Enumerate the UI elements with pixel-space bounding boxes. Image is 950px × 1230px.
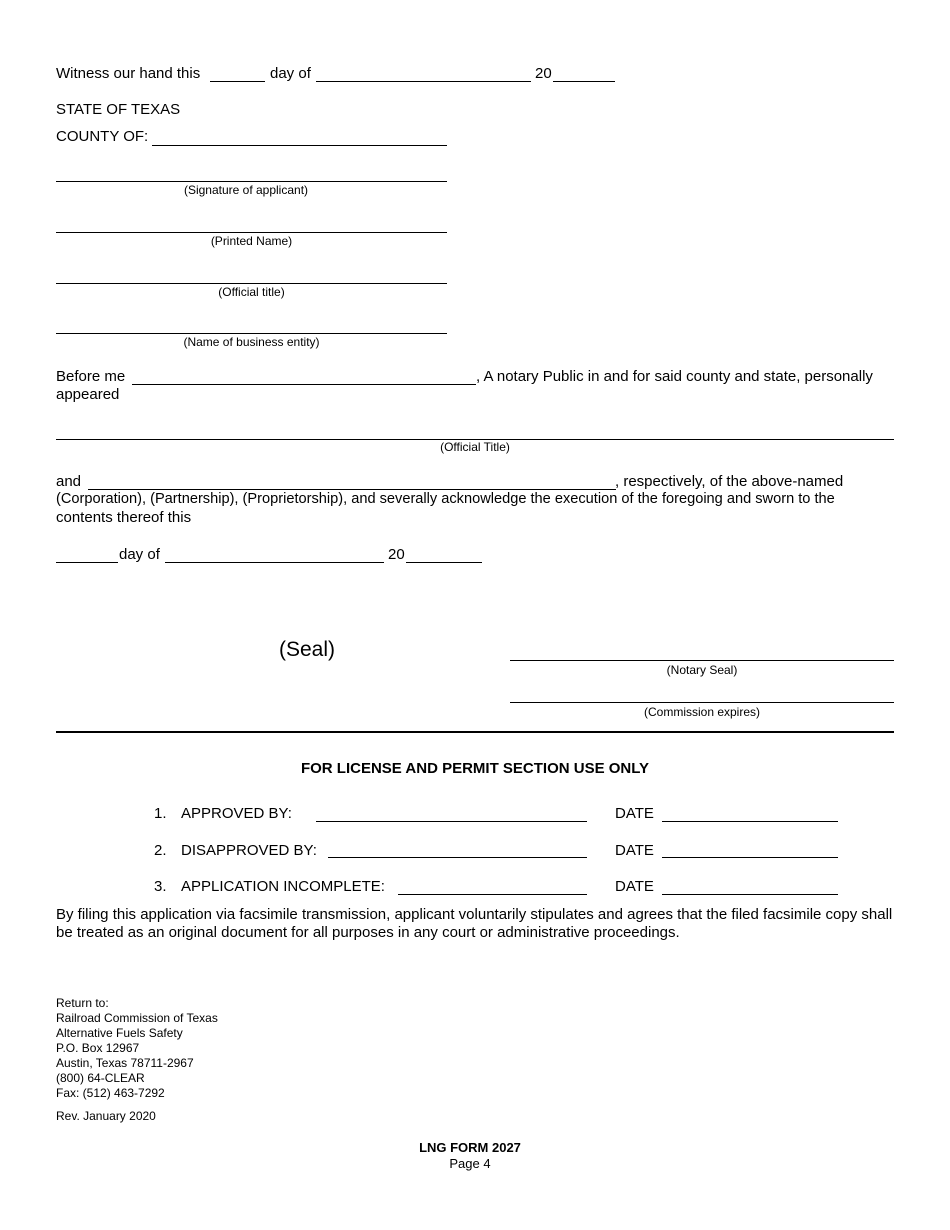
form-name: LNG FORM 2027 xyxy=(419,1140,521,1155)
witness-day-field[interactable] xyxy=(210,81,265,82)
notary-year-prefix: 20 xyxy=(388,546,405,563)
approved-by-field[interactable] xyxy=(316,821,587,822)
witness-month-field[interactable] xyxy=(316,81,531,82)
section-divider xyxy=(56,731,894,733)
printed-name-caption: (Printed Name) xyxy=(210,234,293,248)
page-number: Page 4 xyxy=(449,1156,491,1171)
printed-name-field[interactable] xyxy=(56,232,447,233)
seal-label: (Seal) xyxy=(279,638,336,661)
appeared-official-title-caption: (Official Title) xyxy=(440,440,510,454)
and-label: and xyxy=(56,473,82,490)
official-title-field[interactable] xyxy=(56,283,447,284)
disapproved-number: 2. xyxy=(154,842,167,859)
incomplete-label: APPLICATION INCOMPLETE: xyxy=(181,878,385,895)
approved-number: 1. xyxy=(154,805,167,822)
notary-seal-caption: (Notary Seal) xyxy=(666,663,738,677)
disapproved-by-field[interactable] xyxy=(328,857,587,858)
notary-day-of: day of xyxy=(119,546,160,563)
business-entity-caption: (Name of business entity) xyxy=(183,335,320,349)
revision-date: Rev. January 2020 xyxy=(56,1109,156,1123)
state-label: STATE OF TEXAS xyxy=(56,101,181,118)
commission-expires-field[interactable] xyxy=(510,702,894,703)
incomplete-number: 3. xyxy=(154,878,167,895)
return-fax: Fax: (512) 463-7292 xyxy=(56,1086,165,1100)
notary-seal-field[interactable] xyxy=(510,660,894,661)
business-entity-field[interactable] xyxy=(56,333,447,334)
return-to-heading: Return to: xyxy=(56,996,109,1010)
incomplete-date-label: DATE xyxy=(615,878,654,895)
disapproved-date-field[interactable] xyxy=(662,857,838,858)
office-section-title: FOR LICENSE AND PERMIT SECTION USE ONLY xyxy=(300,760,650,777)
return-address-line: Austin, Texas 78711-2967 xyxy=(56,1056,194,1070)
witness-day-of: day of xyxy=(270,65,311,82)
before-me-label: Before me xyxy=(56,368,126,385)
incomplete-field[interactable] xyxy=(398,894,587,895)
incomplete-date-field[interactable] xyxy=(662,894,838,895)
return-phone: (800) 64-CLEAR xyxy=(56,1071,145,1085)
notary-name-field[interactable] xyxy=(132,384,476,385)
signature-applicant-field[interactable] xyxy=(56,181,447,182)
respectively-text: , respectively, of the above-named xyxy=(615,473,844,490)
county-label: COUNTY OF: xyxy=(56,128,149,145)
second-party-field[interactable] xyxy=(88,489,616,490)
disapproved-label: DISAPPROVED BY: xyxy=(181,842,317,859)
disapproved-date-label: DATE xyxy=(615,842,654,859)
witness-prefix: Witness our hand this xyxy=(56,65,201,82)
return-address-line: Railroad Commission of Texas xyxy=(56,1011,218,1025)
official-title-caption: (Official title) xyxy=(218,285,285,299)
commission-expires-caption: (Commission expires) xyxy=(643,705,761,719)
notary-year-field[interactable] xyxy=(406,562,482,563)
facsimile-statement: By filing this application via facsimile transmission, applicant voluntarily stipulates and agrees that the filed facsimile copy shall be treated as an original document for all purposes in any court or administrative proceedings. xyxy=(56,906,893,941)
signature-applicant-caption: (Signature of applicant) xyxy=(183,183,309,197)
approved-date-label: DATE xyxy=(615,805,654,822)
contents-text: contents thereof this xyxy=(56,509,192,526)
return-address-line: P.O. Box 12967 xyxy=(56,1041,140,1055)
return-address-line: Alternative Fuels Safety xyxy=(56,1026,183,1040)
notary-month-field[interactable] xyxy=(165,562,384,563)
county-field[interactable] xyxy=(152,145,447,146)
appeared-label: appeared xyxy=(56,386,120,403)
notary-day-field[interactable] xyxy=(56,562,118,563)
witness-year-prefix: 20 xyxy=(535,65,552,82)
acknowledge-text: (Corporation), (Partnership), (Proprietorship), and severally acknowledge the execution of the foregoing and sworn to the xyxy=(56,491,835,507)
approved-label: APPROVED BY: xyxy=(181,805,292,822)
notary-text: , A notary Public in and for said county and state, personally xyxy=(476,368,873,385)
witness-year-field[interactable] xyxy=(553,81,615,82)
approved-date-field[interactable] xyxy=(662,821,838,822)
